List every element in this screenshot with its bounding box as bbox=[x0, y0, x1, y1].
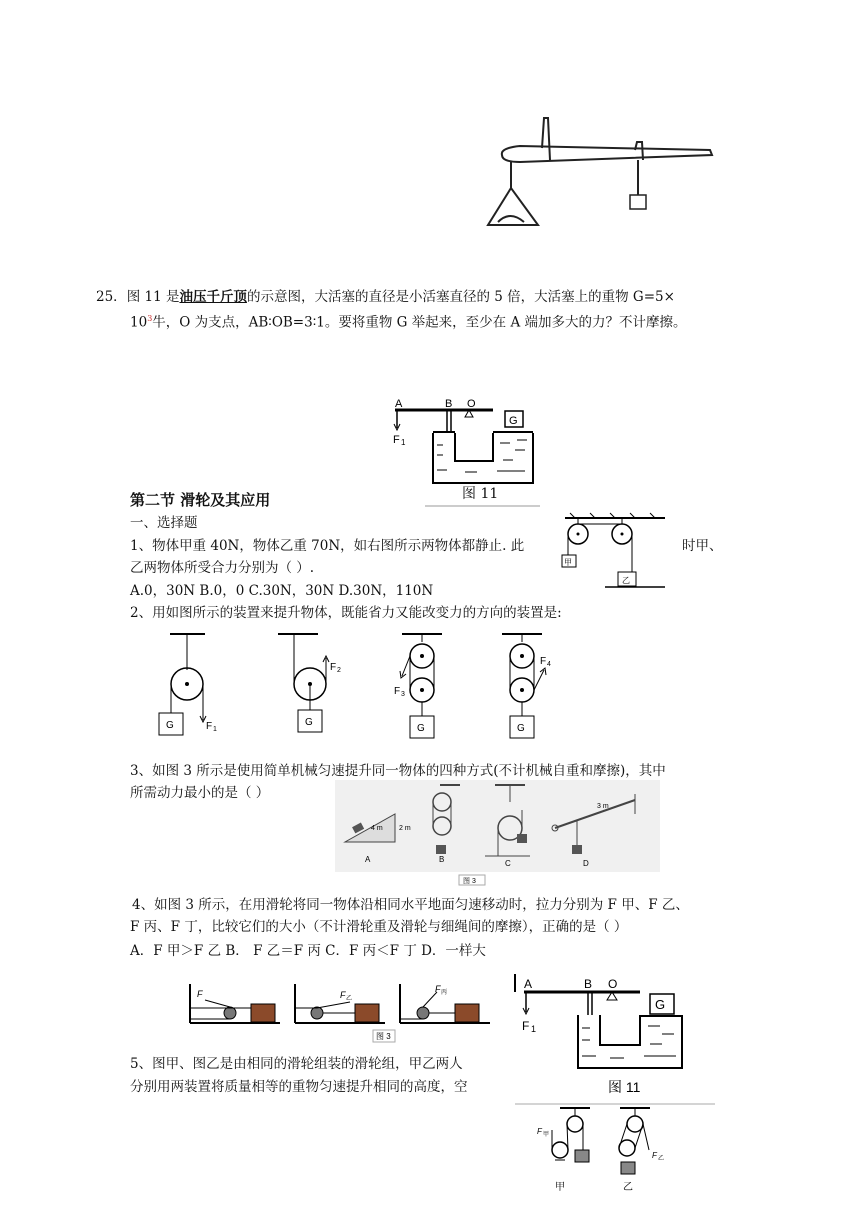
svg-text:D: D bbox=[583, 859, 589, 868]
svg-text:乙: 乙 bbox=[346, 996, 353, 1002]
svg-text:G: G bbox=[166, 720, 174, 731]
svg-text:1: 1 bbox=[531, 1024, 537, 1034]
q1-line1-tail: 时甲、 bbox=[682, 538, 723, 554]
svg-text:F: F bbox=[522, 1019, 530, 1033]
q25-line2: $10^3$牛，O 为支点，AB∶OB=3∶1。要将重物 G 举起来，至少在 A 端加多大的力？不计摩擦。 bbox=[130, 314, 687, 331]
q1-options: A.0，30N B.0，0 C.30N，30N D.30N，110N bbox=[130, 583, 434, 599]
svg-text:丙: 丙 bbox=[441, 990, 448, 996]
svg-text:A: A bbox=[524, 977, 533, 991]
section-subtitle: 一、选择题 bbox=[130, 515, 198, 531]
figure-11-repeat bbox=[510, 970, 700, 1100]
svg-text:2: 2 bbox=[337, 667, 341, 674]
svg-text:图 3: 图 3 bbox=[376, 1032, 391, 1041]
svg-text:4: 4 bbox=[547, 661, 551, 668]
svg-text:F: F bbox=[393, 434, 400, 446]
svg-text:乙: 乙 bbox=[623, 1182, 633, 1193]
q25-line1: 25．图 11 是油压千斤顶的示意图，大活塞的直径是小活塞直径的 5 倍，大活塞上的重物 G=5× bbox=[96, 289, 675, 305]
svg-text:A: A bbox=[395, 398, 403, 410]
svg-text:F: F bbox=[537, 1127, 542, 1136]
svg-text:C: C bbox=[505, 859, 511, 868]
figure-11-caption: 图 11 bbox=[462, 486, 499, 502]
svg-text:甲: 甲 bbox=[543, 1132, 550, 1138]
svg-text:F: F bbox=[206, 721, 213, 732]
q3-line1: 3、如图 3 所示是使用简单机械匀速提升同一物体的四种方式(不计机械自重和摩擦)，其中 bbox=[130, 763, 666, 779]
q2-question: 2、用如图所示的装置来提升物体，既能省力又能改变力的方向的装置是: bbox=[130, 605, 562, 621]
svg-text:G: G bbox=[517, 723, 525, 734]
svg-text:乙: 乙 bbox=[658, 1156, 665, 1162]
svg-text:B: B bbox=[439, 855, 445, 864]
svg-text:F: F bbox=[652, 1151, 657, 1160]
q5-line2: 分别用两装置将质量相等的重物匀速提升相同的高度，空 bbox=[130, 1079, 468, 1095]
q2-pulley-figures bbox=[150, 628, 570, 743]
svg-text:B: B bbox=[445, 398, 453, 410]
svg-text:G: G bbox=[417, 723, 425, 734]
q5-line1: 5、图甲、图乙是由相同的滑轮组装的滑轮组，甲乙两人 bbox=[130, 1056, 463, 1072]
svg-text:3 m: 3 m bbox=[597, 803, 609, 810]
q3-line2: 所需动力最小的是（ ） bbox=[130, 785, 270, 801]
svg-text:4 m: 4 m bbox=[371, 825, 383, 832]
q4-line1: 4、如图 3 所示，在用滑轮将同一物体沿相同水平地面匀速移动时，拉力分别为 F 甲、F 乙、 bbox=[132, 897, 689, 913]
q3-machines-figure bbox=[335, 780, 660, 886]
svg-text:1: 1 bbox=[401, 438, 406, 447]
q4-horizontal-pulley-figure bbox=[185, 980, 510, 1045]
svg-text:3: 3 bbox=[401, 691, 405, 698]
q1-pulley-figure bbox=[560, 510, 670, 595]
svg-text:图 11: 图 11 bbox=[608, 1079, 641, 1095]
steelyard-sketch bbox=[480, 110, 730, 240]
svg-text:F: F bbox=[340, 990, 346, 1000]
svg-text:B: B bbox=[584, 977, 593, 991]
svg-text:乙: 乙 bbox=[622, 576, 630, 585]
svg-text:G: G bbox=[305, 717, 313, 728]
svg-text:2 m: 2 m bbox=[399, 825, 411, 832]
svg-text:O: O bbox=[467, 398, 476, 410]
svg-text:甲: 甲 bbox=[564, 558, 572, 567]
q4-options: A．F 甲＞F 乙 B． F 乙＝F 丙 C．F 丙＜F 丁 D．一样大 bbox=[130, 943, 486, 959]
svg-text:F: F bbox=[394, 686, 401, 697]
svg-text:F: F bbox=[435, 984, 441, 994]
svg-text:F: F bbox=[197, 989, 203, 999]
q1-line1: 1、物体甲重 40N，物体乙重 70N，如右图所示两物体都静止. 此 bbox=[130, 538, 525, 554]
svg-text:F: F bbox=[330, 662, 337, 673]
svg-text:G: G bbox=[509, 415, 518, 427]
svg-text:图 3: 图 3 bbox=[463, 878, 476, 885]
q5-pulley-system-figure bbox=[515, 1100, 720, 1198]
q4-line2: F 丙、F 丁，比较它们的大小（不计滑轮重及滑轮与细绳间的摩擦），正确的是（ ） bbox=[130, 919, 628, 935]
svg-text:G: G bbox=[655, 997, 666, 1012]
section-title: 第二节 滑轮及其应用 bbox=[130, 491, 271, 509]
svg-text:甲: 甲 bbox=[555, 1182, 565, 1193]
svg-text:O: O bbox=[608, 977, 618, 991]
svg-text:F: F bbox=[540, 656, 547, 667]
svg-text:1: 1 bbox=[213, 726, 217, 733]
svg-text:A: A bbox=[365, 855, 371, 864]
q1-line2: 乙两物体所受合力分别为（ ）. bbox=[130, 560, 315, 576]
